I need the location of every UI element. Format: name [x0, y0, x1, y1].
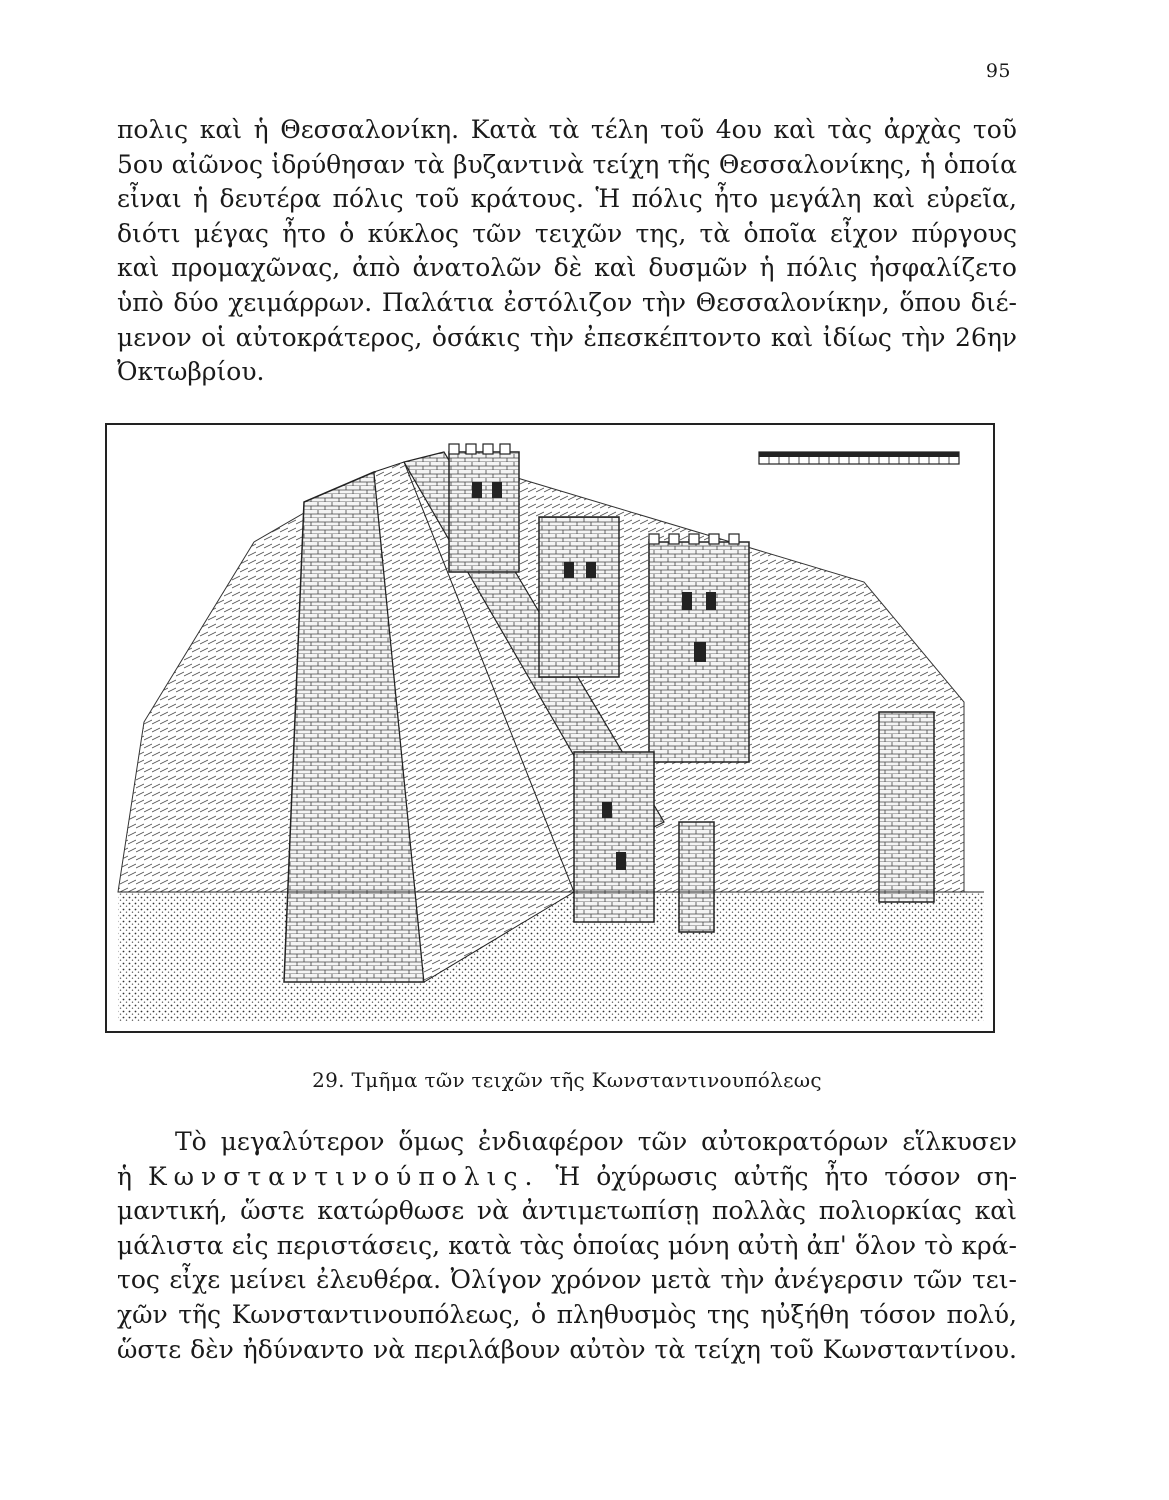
text-line: μενον οἱ αὐτοκράτερος, ὁσάκις τὴν ἐπεσκέπτοντο καὶ ἰδίως τὴν 26ην [117, 322, 1017, 352]
paragraph-bottom [117, 1125, 1017, 1367]
gate-pier-left [679, 822, 714, 932]
figure-walls-illustration [104, 422, 996, 1034]
text-line: μάλιστα εἰς περιστάσεις, κατὰ τὰς ὁποίας μόνη αὐτὴ ἀπ' ὅλον τὸ κρά- [117, 1230, 1017, 1260]
text-line: εἶναι ἡ δευτέρα πόλις τοῦ κράτους. Ἡ πόλις ἦτο μεγάλη καὶ εὐρεῖα, [117, 184, 1017, 214]
text-line: χῶν τῆς Κωνσταντινουπόλεως, ὁ πληθυσμὸς της ηὐξήθη τόσον πολύ, [117, 1299, 1017, 1329]
text-line: διότι μέγας ἦτο ὁ κύκλος τῶν τειχῶν της, τὰ ὁποῖα εἶχον πύργους [117, 218, 1017, 248]
tower-middle [539, 517, 619, 677]
gate-pier-right [879, 712, 934, 902]
paragraph-top [117, 113, 1017, 390]
text-line: 5ου αἰῶνος ἱδρύθησαν τὰ βυζαντινὰ τείχη τῆς Θεσσαλονίκης, ἡ ὁποία [117, 149, 1017, 179]
tower-lower [574, 752, 654, 922]
emphasized-city-name: Κωνσταντινούπολις. [148, 1161, 540, 1191]
line-continuation: Ἡ ὀχύρωσις αὐτῆς ἦτο τόσον ση- [555, 1161, 1017, 1191]
text-line: τος εἶχε μείνει ἐλευθέρα. Ὀλίγον χρόνον μετὰ τὴν ἀνέγερσιν τῶν τει- [117, 1265, 1017, 1295]
walls-drawing [104, 422, 996, 1034]
text-line: ὑπὸ δύο χειμάρρων. Παλάτια ἐστόλιζον τὴν Θεσσαλονίκην, ὅπου διέ- [117, 287, 1017, 317]
text-line: καὶ προμαχῶνας, ἀπὸ ἀνατολῶν δὲ καὶ δυσμῶν ἡ πόλις ἠσφαλίζετο [117, 253, 1017, 283]
text-line: μαντική, ὥστε κατώρθωσε νὰ ἀντιμετωπίσῃ πολλὰς πολιορκίας καὶ [117, 1196, 1017, 1226]
page-number: 95 [985, 60, 1011, 82]
text-line: ὥστε δὲν ἠδύναντο νὰ περιλάβουν αὐτὸν τὰ τείχη τοῦ Κωνσταντίνου. [117, 1334, 1017, 1364]
tower-rear [449, 452, 519, 572]
ground-plane [118, 892, 984, 1022]
article-word: ἡ [117, 1161, 132, 1191]
scale-bar [759, 452, 959, 464]
text-line: πολις καὶ ἡ Θεσσαλονίκη. Κατὰ τὰ τέλη τοῦ 4ου καὶ τὰς ἀρχὰς τοῦ [117, 115, 1017, 144]
text-line-with-emphasis [117, 1160, 1017, 1195]
text-line: Τὸ μεγαλύτερον ὅμως ἐνδιαφέρον τῶν αὐτοκρατόρων εἵλκυσεν [175, 1127, 1017, 1156]
figure-caption: 29. Τμῆμα τῶν τειχῶν τῆς Κωνσταντινουπόλεως [312, 1068, 822, 1092]
text-line: Ὀκτωβρίου. [117, 357, 265, 387]
